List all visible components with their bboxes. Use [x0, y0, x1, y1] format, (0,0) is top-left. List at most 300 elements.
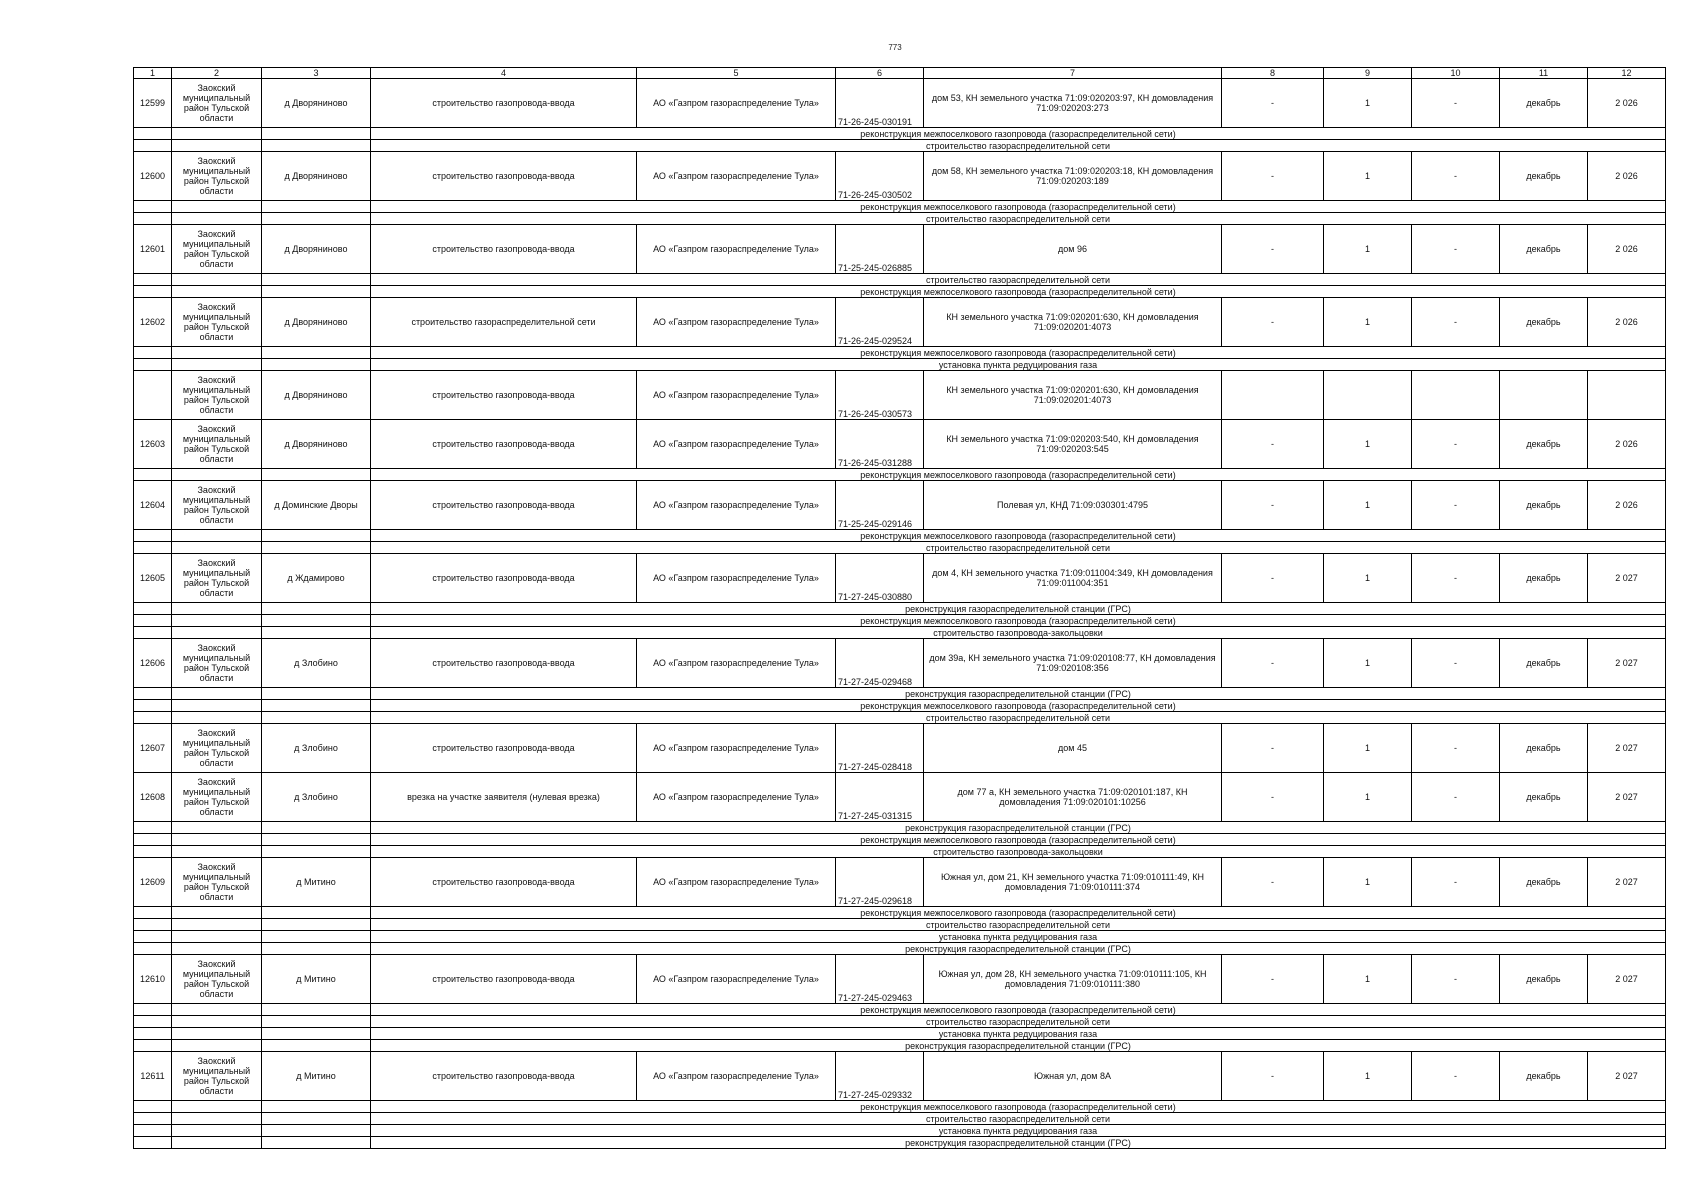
empty-cell [172, 834, 262, 846]
empty-cell [134, 1101, 172, 1113]
settlement-cell: д Злобино [262, 724, 371, 773]
year-cell: 2 027 [1588, 773, 1666, 822]
empty-cell [262, 128, 371, 140]
empty-cell [262, 359, 371, 371]
sub-work-cell: реконструкция межпоселкового газопровода (газораспределительной сети) [371, 530, 1666, 542]
object-cell: Южная ул, дом 21, КН земельного участка 71:09:010111:49, КН домовладения 71:09:010111:374 [924, 858, 1222, 907]
sub-row [134, 700, 1666, 712]
sub-row [134, 712, 1666, 724]
col10-cell: - [1412, 152, 1500, 201]
empty-cell [134, 469, 172, 481]
sub-row [134, 213, 1666, 225]
sub-work-cell: установка пункта редуцирования газа [371, 1028, 1666, 1040]
col8-cell: - [1222, 773, 1324, 822]
col9-cell: 1 [1324, 152, 1412, 201]
code-cell: 71-26-245-030191 [836, 79, 924, 128]
col9-cell: 1 [1324, 298, 1412, 347]
col10-cell: - [1412, 79, 1500, 128]
empty-cell [262, 919, 371, 931]
empty-cell [134, 919, 172, 931]
settlement-cell: д Доминские Дворы [262, 481, 371, 530]
empty-cell [134, 128, 172, 140]
object-cell: дом 96 [924, 225, 1222, 274]
empty-cell [172, 469, 262, 481]
work-type-cell: строительство газопровода-ввода [371, 481, 637, 530]
empty-cell [262, 1004, 371, 1016]
year-cell: 2 026 [1588, 152, 1666, 201]
col9-cell: 1 [1324, 639, 1412, 688]
table-row [134, 955, 1666, 1004]
row-number: 12610 [134, 955, 172, 1004]
sub-work-cell: реконструкция газораспределительной станции (ГРС) [371, 943, 1666, 955]
work-type-cell: строительство газопровода-ввода [371, 724, 637, 773]
code-cell: 71-27-245-031315 [836, 773, 924, 822]
sub-row [134, 347, 1666, 359]
year-cell [1588, 371, 1666, 420]
sub-work-cell: строительство газораспределительной сети [371, 1016, 1666, 1028]
sub-row [134, 1016, 1666, 1028]
sub-work-cell: реконструкция газораспределительной станции (ГРС) [371, 822, 1666, 834]
row-number [134, 371, 172, 420]
year-cell: 2 027 [1588, 955, 1666, 1004]
empty-cell [262, 1016, 371, 1028]
object-cell: Южная ул, дом 28, КН земельного участка 71:09:010111:105, КН домовладения 71:09:010111:380 [924, 955, 1222, 1004]
empty-cell [172, 1040, 262, 1052]
month-cell: декабрь [1500, 858, 1588, 907]
sub-row [134, 1125, 1666, 1137]
empty-cell [134, 542, 172, 554]
empty-cell [134, 834, 172, 846]
district-cell: Заокский муниципальный район Тульской области [172, 639, 262, 688]
district-cell: Заокский муниципальный район Тульской области [172, 1052, 262, 1101]
col8-cell: - [1222, 79, 1324, 128]
col9-cell: 1 [1324, 481, 1412, 530]
code-cell: 71-27-245-029463 [836, 955, 924, 1004]
empty-cell [262, 274, 371, 286]
work-type-cell: строительство газораспределительной сети [371, 298, 637, 347]
object-cell: дом 53, КН земельного участка 71:09:020203:97, КН домовладения 71:09:020203:273 [924, 79, 1222, 128]
object-cell: дом 58, КН земельного участка 71:09:020203:18, КН домовладения 71:09:020203:189 [924, 152, 1222, 201]
col8-cell: - [1222, 639, 1324, 688]
empty-cell [172, 286, 262, 298]
empty-cell [262, 603, 371, 615]
empty-cell [134, 213, 172, 225]
empty-cell [262, 688, 371, 700]
col9-cell: 1 [1324, 858, 1412, 907]
sub-work-cell: строительство газопровода-закольцовки [371, 627, 1666, 639]
empty-cell [134, 286, 172, 298]
organization-cell: АО «Газпром газораспределение Тула» [637, 225, 836, 274]
row-number: 12599 [134, 79, 172, 128]
col10-cell: - [1412, 420, 1500, 469]
district-cell: Заокский муниципальный район Тульской области [172, 554, 262, 603]
code-cell: 71-27-245-028418 [836, 724, 924, 773]
work-type-cell: строительство газопровода-ввода [371, 858, 637, 907]
sub-work-cell: реконструкция газораспределительной станции (ГРС) [371, 688, 1666, 700]
col10-cell: - [1412, 554, 1500, 603]
sub-row [134, 822, 1666, 834]
year-cell: 2 027 [1588, 639, 1666, 688]
empty-cell [134, 943, 172, 955]
settlement-cell: д Дворяниново [262, 371, 371, 420]
empty-cell [172, 1137, 262, 1149]
district-cell: Заокский муниципальный район Тульской области [172, 225, 262, 274]
sub-row [134, 1028, 1666, 1040]
year-cell: 2 027 [1588, 554, 1666, 603]
empty-cell [134, 274, 172, 286]
empty-cell [134, 1040, 172, 1052]
empty-cell [134, 627, 172, 639]
settlement-cell: д Дворяниново [262, 225, 371, 274]
empty-cell [262, 834, 371, 846]
empty-cell [172, 347, 262, 359]
empty-cell [262, 700, 371, 712]
sub-row [134, 140, 1666, 152]
month-cell: декабрь [1500, 724, 1588, 773]
empty-cell [262, 846, 371, 858]
sub-work-cell: строительство газораспределительной сети [371, 140, 1666, 152]
col10-cell: - [1412, 1052, 1500, 1101]
district-cell: Заокский муниципальный район Тульской области [172, 79, 262, 128]
col10-cell: - [1412, 639, 1500, 688]
object-cell: дом 45 [924, 724, 1222, 773]
col9-cell: 1 [1324, 955, 1412, 1004]
empty-cell [134, 688, 172, 700]
code-cell: 71-26-245-030502 [836, 152, 924, 201]
col8-cell: - [1222, 955, 1324, 1004]
empty-cell [262, 822, 371, 834]
empty-cell [172, 140, 262, 152]
header-cell: 12 [1588, 68, 1666, 79]
empty-cell [134, 359, 172, 371]
empty-cell [134, 530, 172, 542]
row-number: 12604 [134, 481, 172, 530]
empty-cell [134, 1125, 172, 1137]
empty-cell [172, 627, 262, 639]
sub-work-cell: реконструкция межпоселкового газопровода (газораспределительной сети) [371, 1004, 1666, 1016]
sub-row [134, 542, 1666, 554]
empty-cell [262, 627, 371, 639]
district-cell: Заокский муниципальный район Тульской области [172, 152, 262, 201]
empty-cell [262, 286, 371, 298]
row-number: 12606 [134, 639, 172, 688]
object-cell: Южная ул, дом 8А [924, 1052, 1222, 1101]
empty-cell [262, 1113, 371, 1125]
col8-cell: - [1222, 554, 1324, 603]
col10-cell: - [1412, 481, 1500, 530]
row-number: 12600 [134, 152, 172, 201]
empty-cell [134, 846, 172, 858]
empty-cell [172, 201, 262, 213]
empty-cell [172, 359, 262, 371]
organization-cell: АО «Газпром газораспределение Тула» [637, 298, 836, 347]
district-cell: Заокский муниципальный район Тульской области [172, 481, 262, 530]
empty-cell [134, 712, 172, 724]
work-type-cell: строительство газопровода-ввода [371, 152, 637, 201]
table-row [134, 152, 1666, 201]
empty-cell [134, 201, 172, 213]
empty-cell [134, 347, 172, 359]
settlement-cell: д Дворяниново [262, 420, 371, 469]
empty-cell [172, 822, 262, 834]
code-cell: 71-27-245-029468 [836, 639, 924, 688]
col10-cell: - [1412, 955, 1500, 1004]
col9-cell: 1 [1324, 554, 1412, 603]
table-row [134, 773, 1666, 822]
empty-cell [172, 274, 262, 286]
sub-row [134, 907, 1666, 919]
sub-row [134, 359, 1666, 371]
empty-cell [134, 615, 172, 627]
sub-work-cell: реконструкция межпоселкового газопровода (газораспределительной сети) [371, 286, 1666, 298]
sub-work-cell: реконструкция межпоселкового газопровода (газораспределительной сети) [371, 201, 1666, 213]
district-cell: Заокский муниципальный район Тульской области [172, 858, 262, 907]
table-row [134, 481, 1666, 530]
empty-cell [172, 128, 262, 140]
header-cell: 4 [371, 68, 637, 79]
empty-cell [172, 1101, 262, 1113]
organization-cell: АО «Газпром газораспределение Тула» [637, 1052, 836, 1101]
sub-work-cell: строительство газопровода-закольцовки [371, 846, 1666, 858]
col9-cell: 1 [1324, 79, 1412, 128]
row-number: 12602 [134, 298, 172, 347]
sub-row [134, 615, 1666, 627]
sub-row [134, 1101, 1666, 1113]
empty-cell [262, 1040, 371, 1052]
code-cell: 71-27-245-029618 [836, 858, 924, 907]
organization-cell: АО «Газпром газораспределение Тула» [637, 724, 836, 773]
row-number: 12611 [134, 1052, 172, 1101]
empty-cell [172, 603, 262, 615]
col8-cell: - [1222, 225, 1324, 274]
sub-row [134, 1113, 1666, 1125]
col8-cell: - [1222, 858, 1324, 907]
col8-cell: - [1222, 481, 1324, 530]
table-row [134, 554, 1666, 603]
sub-row [134, 627, 1666, 639]
col8-cell: - [1222, 724, 1324, 773]
row-number: 12608 [134, 773, 172, 822]
settlement-cell: д Дворяниново [262, 79, 371, 128]
year-cell: 2 026 [1588, 298, 1666, 347]
object-cell: КН земельного участка 71:09:020201:630, КН домовладения 71:09:020201:4073 [924, 371, 1222, 420]
work-type-cell: строительство газопровода-ввода [371, 1052, 637, 1101]
empty-cell [172, 919, 262, 931]
code-cell: 71-26-245-029524 [836, 298, 924, 347]
table-row [134, 298, 1666, 347]
sub-row [134, 846, 1666, 858]
sub-work-cell: реконструкция межпоселкового газопровода (газораспределительной сети) [371, 347, 1666, 359]
settlement-cell: д Митино [262, 955, 371, 1004]
settlement-cell: д Дворяниново [262, 298, 371, 347]
sub-work-cell: реконструкция межпоселкового газопровода (газораспределительной сети) [371, 907, 1666, 919]
header-cell: 10 [1412, 68, 1500, 79]
sub-row [134, 469, 1666, 481]
sub-work-cell: реконструкция межпоселкового газопровода (газораспределительной сети) [371, 469, 1666, 481]
sub-work-cell: строительство газораспределительной сети [371, 213, 1666, 225]
year-cell: 2 027 [1588, 858, 1666, 907]
row-number: 12609 [134, 858, 172, 907]
col8-cell: - [1222, 298, 1324, 347]
work-type-cell: строительство газопровода-ввода [371, 420, 637, 469]
work-type-cell: врезка на участке заявителя (нулевая врезка) [371, 773, 637, 822]
year-cell: 2 026 [1588, 79, 1666, 128]
district-cell: Заокский муниципальный район Тульской области [172, 773, 262, 822]
empty-cell [262, 542, 371, 554]
empty-cell [262, 931, 371, 943]
empty-cell [172, 530, 262, 542]
col8-cell: - [1222, 420, 1324, 469]
sub-row [134, 603, 1666, 615]
sub-work-cell: строительство газораспределительной сети [371, 274, 1666, 286]
col10-cell: - [1412, 298, 1500, 347]
table-row [134, 639, 1666, 688]
col10-cell: - [1412, 724, 1500, 773]
header-cell: 8 [1222, 68, 1324, 79]
empty-cell [262, 615, 371, 627]
code-cell: 71-26-245-031288 [836, 420, 924, 469]
header-cell: 3 [262, 68, 371, 79]
empty-cell [262, 907, 371, 919]
sub-work-cell: реконструкция межпоселкового газопровода (газораспределительной сети) [371, 128, 1666, 140]
month-cell: декабрь [1500, 79, 1588, 128]
empty-cell [172, 1016, 262, 1028]
settlement-cell: д Злобино [262, 639, 371, 688]
sub-row [134, 919, 1666, 931]
sub-work-cell: установка пункта редуцирования газа [371, 359, 1666, 371]
table-row [134, 420, 1666, 469]
month-cell: декабрь [1500, 773, 1588, 822]
table-row [134, 858, 1666, 907]
sub-row [134, 943, 1666, 955]
col10-cell: - [1412, 773, 1500, 822]
organization-cell: АО «Газпром газораспределение Тула» [637, 371, 836, 420]
col8-cell: - [1222, 152, 1324, 201]
header-cell: 9 [1324, 68, 1412, 79]
district-cell: Заокский муниципальный район Тульской области [172, 298, 262, 347]
sub-row [134, 286, 1666, 298]
organization-cell: АО «Газпром газораспределение Тула» [637, 554, 836, 603]
organization-cell: АО «Газпром газораспределение Тула» [637, 858, 836, 907]
sub-row [134, 1040, 1666, 1052]
month-cell: декабрь [1500, 1052, 1588, 1101]
year-cell: 2 027 [1588, 1052, 1666, 1101]
col9-cell: 1 [1324, 724, 1412, 773]
sub-work-cell: реконструкция межпоселкового газопровода (газораспределительной сети) [371, 615, 1666, 627]
empty-cell [262, 201, 371, 213]
col9-cell: 1 [1324, 773, 1412, 822]
empty-cell [262, 1137, 371, 1149]
header-cell: 11 [1500, 68, 1588, 79]
sub-work-cell: реконструкция газораспределительной станции (ГРС) [371, 1137, 1666, 1149]
month-cell: декабрь [1500, 955, 1588, 1004]
empty-cell [134, 700, 172, 712]
sub-work-cell: реконструкция газораспределительной станции (ГРС) [371, 1040, 1666, 1052]
empty-cell [134, 931, 172, 943]
empty-cell [172, 615, 262, 627]
month-cell: декабрь [1500, 639, 1588, 688]
col9-cell: 1 [1324, 1052, 1412, 1101]
sub-work-cell: строительство газораспределительной сети [371, 919, 1666, 931]
col9-cell: 1 [1324, 420, 1412, 469]
table-row [134, 371, 1666, 420]
empty-cell [134, 822, 172, 834]
empty-cell [172, 1113, 262, 1125]
table-row [134, 724, 1666, 773]
month-cell: декабрь [1500, 225, 1588, 274]
empty-cell [134, 1028, 172, 1040]
object-cell: КН земельного участка 71:09:020201:630, КН домовладения 71:09:020201:4073 [924, 298, 1222, 347]
year-cell: 2 027 [1588, 724, 1666, 773]
code-cell: 71-26-245-030573 [836, 371, 924, 420]
empty-cell [172, 846, 262, 858]
sub-row [134, 834, 1666, 846]
district-cell: Заокский муниципальный район Тульской области [172, 724, 262, 773]
organization-cell: АО «Газпром газораспределение Тула» [637, 481, 836, 530]
year-cell: 2 026 [1588, 420, 1666, 469]
empty-cell [134, 140, 172, 152]
sub-work-cell: установка пункта редуцирования газа [371, 1125, 1666, 1137]
empty-cell [172, 1004, 262, 1016]
page-number: 773 [888, 43, 902, 52]
code-cell: 71-25-245-026885 [836, 225, 924, 274]
table-row [134, 1052, 1666, 1101]
col9-cell: 1 [1324, 225, 1412, 274]
organization-cell: АО «Газпром газораспределение Тула» [637, 639, 836, 688]
month-cell: декабрь [1500, 481, 1588, 530]
organization-cell: АО «Газпром газораспределение Тула» [637, 773, 836, 822]
work-type-cell: строительство газопровода-ввода [371, 639, 637, 688]
sub-work-cell: реконструкция газораспределительной станции (ГРС) [371, 603, 1666, 615]
col10-cell: - [1412, 225, 1500, 274]
sub-work-cell: строительство газораспределительной сети [371, 1113, 1666, 1125]
empty-cell [262, 140, 371, 152]
month-cell: декабрь [1500, 554, 1588, 603]
year-cell: 2 026 [1588, 225, 1666, 274]
sub-row [134, 128, 1666, 140]
sub-work-cell: реконструкция межпоселкового газопровода (газораспределительной сети) [371, 834, 1666, 846]
object-cell: дом 77 а, КН земельного участка 71:09:020101:187, КН домовладения 71:09:020101:10256 [924, 773, 1222, 822]
code-cell: 71-27-245-030880 [836, 554, 924, 603]
sub-row [134, 530, 1666, 542]
empty-cell [172, 213, 262, 225]
empty-cell [172, 1028, 262, 1040]
sub-row [134, 931, 1666, 943]
sub-work-cell: строительство газораспределительной сети [371, 542, 1666, 554]
month-cell: декабрь [1500, 298, 1588, 347]
col10-cell [1412, 371, 1500, 420]
table-row [134, 79, 1666, 128]
row-number: 12607 [134, 724, 172, 773]
organization-cell: АО «Газпром газораспределение Тула» [637, 955, 836, 1004]
empty-cell [262, 530, 371, 542]
empty-cell [172, 931, 262, 943]
settlement-cell: д Митино [262, 858, 371, 907]
table-row [134, 225, 1666, 274]
row-number: 12603 [134, 420, 172, 469]
col10-cell: - [1412, 858, 1500, 907]
empty-cell [134, 1137, 172, 1149]
month-cell [1500, 371, 1588, 420]
sub-row [134, 688, 1666, 700]
sub-work-cell: установка пункта редуцирования газа [371, 931, 1666, 943]
empty-cell [262, 347, 371, 359]
empty-cell [172, 688, 262, 700]
settlement-cell: д Дворяниново [262, 152, 371, 201]
work-type-cell: строительство газопровода-ввода [371, 554, 637, 603]
header-cell: 2 [172, 68, 262, 79]
district-cell: Заокский муниципальный район Тульской области [172, 371, 262, 420]
